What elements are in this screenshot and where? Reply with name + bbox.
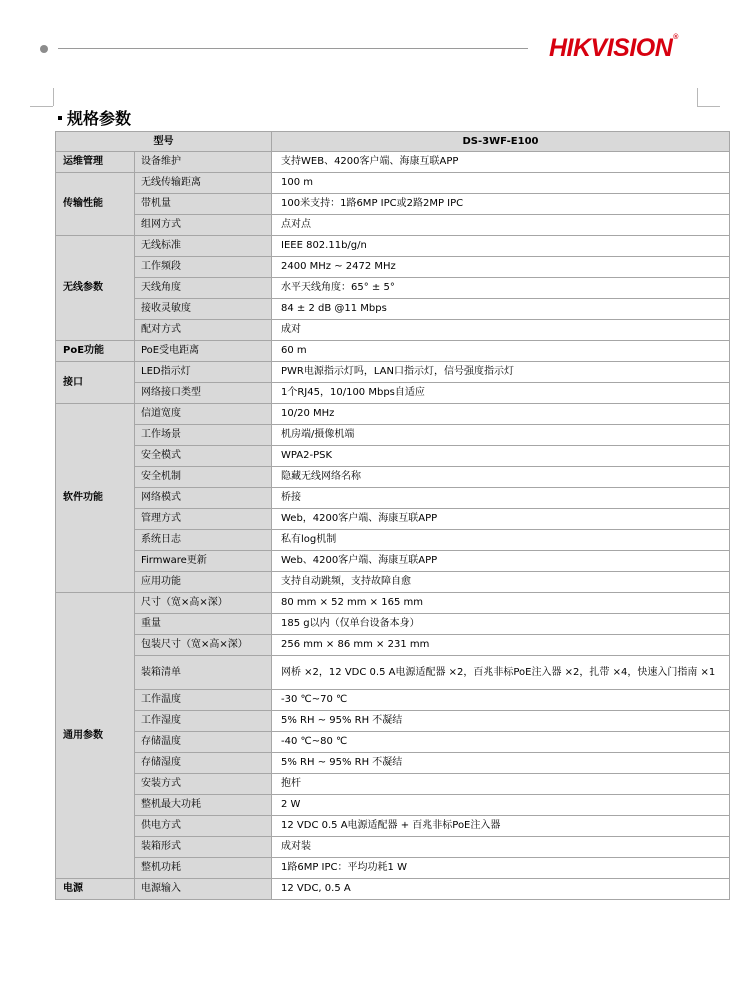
item-cell: 安全机制 bbox=[135, 467, 272, 488]
value-cell: -40 ℃~80 ℃ bbox=[272, 732, 730, 753]
value-cell: 80 mm × 52 mm × 165 mm bbox=[272, 593, 730, 614]
table-row bbox=[56, 774, 730, 795]
category-cell: 电源 bbox=[56, 879, 135, 900]
value-cell: 支持自动跳频，支持故障自愈 bbox=[272, 572, 730, 593]
item-cell: 存储温度 bbox=[135, 732, 272, 753]
item-cell: 工作湿度 bbox=[135, 711, 272, 732]
item-cell: 信道宽度 bbox=[135, 404, 272, 425]
item-cell: 无线传输距离 bbox=[135, 173, 272, 194]
item-cell: 整机最大功耗 bbox=[135, 795, 272, 816]
value-cell: 隐藏无线网络名称 bbox=[272, 467, 730, 488]
value-cell: PWR电源指示灯吗，LAN口指示灯，信号强度指示灯 bbox=[272, 362, 730, 383]
table-row bbox=[56, 299, 730, 320]
table-header-row bbox=[56, 132, 730, 152]
value-cell: 水平天线角度：65° ± 5° bbox=[272, 278, 730, 299]
category-cell: 运维管理 bbox=[56, 152, 135, 173]
value-cell: 5% RH ~ 95% RH 不凝结 bbox=[272, 753, 730, 774]
crop-mark bbox=[30, 106, 53, 107]
value-cell: 1个RJ45，10/100 Mbps自适应 bbox=[272, 383, 730, 404]
table-row bbox=[56, 551, 730, 572]
table-row bbox=[56, 425, 730, 446]
item-cell: 组网方式 bbox=[135, 215, 272, 236]
crop-mark bbox=[697, 106, 720, 107]
value-cell: 100 m bbox=[272, 173, 730, 194]
value-cell: -30 ℃~70 ℃ bbox=[272, 690, 730, 711]
value-cell: 2 W bbox=[272, 795, 730, 816]
crop-mark bbox=[53, 88, 54, 106]
table-row bbox=[56, 837, 730, 858]
table-row bbox=[56, 446, 730, 467]
item-cell: 带机量 bbox=[135, 194, 272, 215]
spec-table bbox=[55, 131, 730, 900]
crop-mark bbox=[697, 88, 698, 106]
item-cell: 安全模式 bbox=[135, 446, 272, 467]
table-row bbox=[56, 257, 730, 278]
value-cell: 点对点 bbox=[272, 215, 730, 236]
value-cell: 桥接 bbox=[272, 488, 730, 509]
value-cell: 185 g以内（仅单台设备本身） bbox=[272, 614, 730, 635]
item-cell: 重量 bbox=[135, 614, 272, 635]
table-row bbox=[56, 593, 730, 614]
item-cell: 存储湿度 bbox=[135, 753, 272, 774]
item-cell: 供电方式 bbox=[135, 816, 272, 837]
table-row bbox=[56, 656, 730, 690]
table-row bbox=[56, 194, 730, 215]
category-cell: 无线参数 bbox=[56, 236, 135, 341]
value-cell: 机房端/摄像机端 bbox=[272, 425, 730, 446]
value-cell: 12 VDC, 0.5 A bbox=[272, 879, 730, 900]
item-cell: 系统日志 bbox=[135, 530, 272, 551]
value-cell: 1路6MP IPC：平均功耗1 W bbox=[272, 858, 730, 879]
item-cell: 网络接口类型 bbox=[135, 383, 272, 404]
category-cell: 传输性能 bbox=[56, 173, 135, 236]
value-cell: 12 VDC 0.5 A电源适配器 + 百兆非标PoE注入器 bbox=[272, 816, 730, 837]
item-cell: 尺寸（宽×高×深） bbox=[135, 593, 272, 614]
section-title: 规格参数 bbox=[58, 108, 131, 130]
table-row bbox=[56, 614, 730, 635]
value-cell: WPA2-PSK bbox=[272, 446, 730, 467]
header-rule bbox=[58, 48, 528, 49]
item-cell: 应用功能 bbox=[135, 572, 272, 593]
value-cell: 成对装 bbox=[272, 837, 730, 858]
table-row bbox=[56, 215, 730, 236]
table-row bbox=[56, 753, 730, 774]
value-cell: 抱杆 bbox=[272, 774, 730, 795]
table-row bbox=[56, 732, 730, 753]
table-row bbox=[56, 816, 730, 837]
category-cell: PoE功能 bbox=[56, 341, 135, 362]
table-row bbox=[56, 530, 730, 551]
table-row bbox=[56, 320, 730, 341]
item-cell: 天线角度 bbox=[135, 278, 272, 299]
value-cell: 5% RH ~ 95% RH 不凝结 bbox=[272, 711, 730, 732]
value-cell: 100米支持：1路6MP IPC或2路2MP IPC bbox=[272, 194, 730, 215]
table-row bbox=[56, 572, 730, 593]
item-cell: 装箱形式 bbox=[135, 837, 272, 858]
table-row bbox=[56, 278, 730, 299]
item-cell: LED指示灯 bbox=[135, 362, 272, 383]
item-cell: 设备维护 bbox=[135, 152, 272, 173]
table-row bbox=[56, 690, 730, 711]
item-cell: 包装尺寸（宽×高×深） bbox=[135, 635, 272, 656]
item-cell: Firmware更新 bbox=[135, 551, 272, 572]
value-cell: 60 m bbox=[272, 341, 730, 362]
table-row bbox=[56, 509, 730, 530]
item-cell: 管理方式 bbox=[135, 509, 272, 530]
item-cell: 电源输入 bbox=[135, 879, 272, 900]
value-cell: IEEE 802.11b/g/n bbox=[272, 236, 730, 257]
item-cell: PoE受电距离 bbox=[135, 341, 272, 362]
value-cell: Web、4200客户端、海康互联APP bbox=[272, 551, 730, 572]
table-row bbox=[56, 236, 730, 257]
item-cell: 装箱清单 bbox=[135, 656, 272, 690]
table-row bbox=[56, 467, 730, 488]
table-row bbox=[56, 173, 730, 194]
category-cell: 通用参数 bbox=[56, 593, 135, 879]
table-row bbox=[56, 152, 730, 173]
value-cell: 成对 bbox=[272, 320, 730, 341]
table-row bbox=[56, 404, 730, 425]
brand-logo: HIKVISION® bbox=[549, 34, 678, 62]
table-row bbox=[56, 795, 730, 816]
table-row bbox=[56, 488, 730, 509]
item-cell: 工作频段 bbox=[135, 257, 272, 278]
table-row bbox=[56, 341, 730, 362]
bullet-icon bbox=[58, 116, 62, 120]
item-cell: 安装方式 bbox=[135, 774, 272, 795]
item-cell: 配对方式 bbox=[135, 320, 272, 341]
value-cell: 10/20 MHz bbox=[272, 404, 730, 425]
value-cell: Web，4200客户端、海康互联APP bbox=[272, 509, 730, 530]
value-cell: 256 mm × 86 mm × 231 mm bbox=[272, 635, 730, 656]
table-row bbox=[56, 362, 730, 383]
category-cell: 软件功能 bbox=[56, 404, 135, 593]
item-cell: 整机功耗 bbox=[135, 858, 272, 879]
table-row bbox=[56, 858, 730, 879]
value-cell: 网桥 ×2，12 VDC 0.5 A电源适配器 ×2，百兆非标PoE注入器 ×2，扎带 ×4，快速入门指南 ×1 bbox=[272, 656, 730, 690]
header-model: DS-3WF-E100 bbox=[272, 132, 730, 152]
item-cell: 接收灵敏度 bbox=[135, 299, 272, 320]
category-cell: 接口 bbox=[56, 362, 135, 404]
item-cell: 工作温度 bbox=[135, 690, 272, 711]
value-cell: 2400 MHz ~ 2472 MHz bbox=[272, 257, 730, 278]
item-cell: 工作场景 bbox=[135, 425, 272, 446]
item-cell: 网络模式 bbox=[135, 488, 272, 509]
value-cell: 私有log机制 bbox=[272, 530, 730, 551]
header-label: 型号 bbox=[56, 132, 272, 152]
table-row bbox=[56, 711, 730, 732]
table-row bbox=[56, 383, 730, 404]
value-cell: 84 ± 2 dB @11 Mbps bbox=[272, 299, 730, 320]
item-cell: 无线标准 bbox=[135, 236, 272, 257]
value-cell: 支持WEB、4200客户端、海康互联APP bbox=[272, 152, 730, 173]
table-row bbox=[56, 635, 730, 656]
header-dot bbox=[40, 45, 48, 53]
table-row bbox=[56, 879, 730, 900]
